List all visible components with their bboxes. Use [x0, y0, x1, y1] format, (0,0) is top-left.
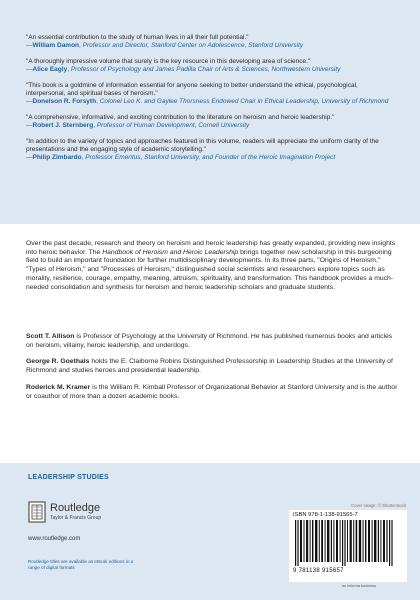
publisher-group: Taylor & Francis Group — [50, 515, 102, 521]
endorsement-quote: "This book is a goldmine of information essential for anyone seeking to better understand the ethical, psychological, interpersonal, and spiritual bases of heroism." — [26, 81, 358, 98]
endorsement-1 — [26, 34, 394, 51]
author-bio: Roderick M. Kramer is the William R. Kimball Professor of Organizational Behavior at Stanford University and is the author or coauthor of more than a dozen academic books. — [26, 383, 398, 400]
endorser-affiliation: Professor and Director, Stanford Center on Adolescence, Stanford University — [82, 42, 304, 50]
endorsement-quote: "A thoroughly impressive volume that surely is the key resource in this developing area of science." — [26, 57, 311, 65]
endorsement-2 — [26, 58, 394, 75]
endorser-affiliation: Professor Emeritus, Stanford University, and Founder of the Heroic Imagination Project — [85, 154, 336, 162]
isbn-label: ISBN 978-1-138-91565-7 — [293, 512, 358, 518]
endorser-name: Philip Zimbardo — [32, 154, 82, 162]
author-name: Scott T. Allison — [26, 333, 75, 340]
author-bio: George R. Goethals holds the E. Claiborne Robins Distinguished Professorship in Leadership Studies at the University of Richmond and studies heroes and presidential leadership. — [26, 358, 393, 375]
isbn-digits: 9 781138 915657 — [293, 568, 344, 574]
book-description: Over the past decade, research and theory on heroism and heroic leadership has greatly expanded, providing new insights into heroic behavior. The Handbook of Heroism and Heroic Leadership brings together new scholarship in this burgeoning field to build an important foundation for further multidisciplinary developments. In its three parts, "Origins of Heroism," "Types of Heroism," and "Processes of Heroism," distinguished social scientists and researchers explore topics such as morality, resilience, courage, empathy, meaning, altruism, spirituality, and transformation. This handbook provides a much-needed consolidation and synthesis for heroism and heroic leadership scholars and graduate students. — [26, 240, 396, 291]
book-title: Handbook of Heroism and Heroic Leadership — [102, 248, 239, 256]
endorsement-attribution: —Philip Zimbardo, Professor Emeritus, Stanford University, and Founder of the Heroic Imagination Project — [26, 154, 336, 162]
endorser-name: Donelson R. Forsyth — [32, 98, 97, 106]
ebook-note: Routledge titles are available as eBook editions in a range of digital formats — [28, 559, 134, 570]
publisher-name: Routledge — [50, 502, 101, 514]
author-bios — [26, 333, 398, 409]
back-cover-footer — [0, 463, 420, 600]
endorsement-attribution: —Alice Eagly, Professor of Psychology and James Padilla Chair of Arts & Sciences, Northwestern University — [26, 66, 341, 74]
barcode-icon — [293, 520, 403, 566]
endorsements-panel — [0, 0, 420, 224]
imprint-note: an informa business — [342, 584, 376, 588]
author-bio: Scott T. Allison is Professor of Psychology at the University of Richmond. He has published numerous books and articles on heroism, villainy, heroic leadership, and underdogs. — [26, 333, 393, 349]
endorser-name: William Damon — [32, 42, 80, 50]
publisher-logo — [28, 501, 148, 527]
cover-credit: Cover image: © Shutterstock — [351, 503, 406, 508]
endorser-name: Alice Eagly — [32, 66, 68, 74]
endorsement-attribution: —Robert J. Sternberg, Professor of Human Development, Cornell University — [26, 122, 250, 130]
endorsement-attribution: —William Damon, Professor and Director, Stanford Center on Adolescence, Stanford University — [26, 42, 304, 50]
series-name: LEADERSHIP STUDIES — [28, 474, 109, 481]
author-name: Roderick M. Kramer — [26, 383, 91, 391]
endorser-affiliation: Professor of Psychology and James Padilla Chair of Arts & Sciences, Northwestern University — [70, 66, 341, 74]
publisher-website: www.routledge.com — [28, 536, 81, 542]
endorsement-3 — [26, 82, 394, 107]
endorsement-quote: "A comprehensive, informative, and exciting contribution to the literature on heroism and heroic leadership." — [26, 113, 335, 121]
endorsement-attribution: —Donelson R. Forsyth, Colonel Leo K. and Gaylee Thorsness Endowed Chair in Ethical Leadership, University of Richmond — [26, 98, 389, 106]
isbn-barcode-box — [289, 510, 407, 582]
endorsement-4 — [26, 114, 394, 131]
endorsement-quote: "An essential contribution to the study of human lives in all their full potential." — [26, 34, 249, 41]
endorser-name: Robert J. Sternberg — [32, 122, 94, 130]
endorser-affiliation: Professor of Human Development, Cornell University — [96, 122, 250, 130]
routledge-logo-icon — [28, 501, 46, 523]
endorsement-5 — [26, 138, 394, 163]
endorser-affiliation: Colonel Leo K. and Gaylee Thorsness Endowed Chair in Ethical Leadership, University of Richmond — [99, 98, 389, 106]
endorsement-quote: "In addition to the variety of topics and approaches featured in this volume, readers will appreciate the uniform clarity of the presentations and the engaging style of academic storytelling." — [26, 137, 379, 154]
author-name: George R. Goethals — [26, 358, 90, 366]
